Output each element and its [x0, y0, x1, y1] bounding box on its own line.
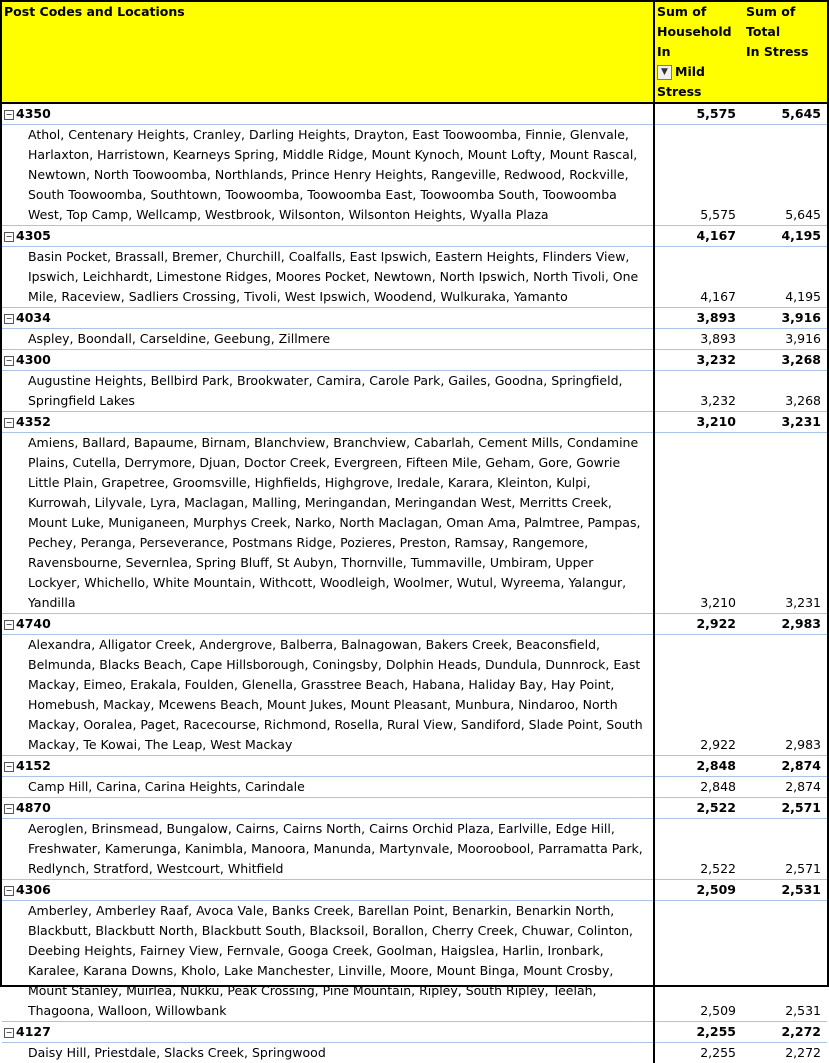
locations-list[interactable]: Aeroglen, Brinsmead, Bungalow, Cairns, Cairns North, Cairns Orchid Plaza, Earlville, Edge Hill, Freshwater, Kamerunga, Kanimbla, Manoora, Manunda, Martynvale, Mooroobool, Parramatta Park, Redlynch, Stratford, Westcourt, Whitfield [2, 819, 654, 880]
locations-list[interactable]: Amiens, Ballard, Bapaume, Birnam, Blanchview, Branchview, Cabarlah, Cement Mills, Condamine Plains, Cutella, Derrymore, Djuan, Doctor Creek, Evergreen, Fifteen Mile, Geham, Gore, Gowrie Little Plain, Grapetree, Groomsville, Highfields, Highgrove, Iredale, Karara, Kleinton, Kulpi, Kurrowah, Lilyvale, Lyra, Maclagan, Malling, Meringandan, Meringandan West, Merritts Creek, Mount Luke, Muniganeen, Murphys Creek, Narko, North Maclagan, Oman Ama, Palmtree, Pampas, Pechey, Peranga, Perseverance, Postmans Ridge, Pozieres, Preston, Ramsay, Rangemore, Ravensbourne, Severnlea, Spring Bluff, St Aubyn, Thornville, Tummaville, Umbiram, Upper Lockyer, Whichello, White Mountain, Withcott, Woodleigh, Woolmer, Wutul, Wyreema, Yalangur, Yandilla [2, 433, 654, 614]
post-code: 4870 [16, 800, 51, 815]
group-code-cell[interactable] [2, 308, 654, 329]
post-code: 4305 [16, 228, 51, 243]
header-col3-line1: Sum of Total [746, 2, 827, 42]
detail-mild-value[interactable]: 4,167 [654, 247, 742, 308]
locations-list[interactable]: Augustine Heights, Bellbird Park, Brookwater, Camira, Carole Park, Gailes, Goodna, Springfield, Springfield Lakes [2, 371, 654, 412]
collapse-icon[interactable]: − [4, 762, 14, 772]
group-code-cell[interactable] [2, 1022, 654, 1043]
group-code-cell[interactable] [2, 798, 654, 819]
group-total-value[interactable]: 2,874 [742, 756, 827, 777]
detail-total-value[interactable]: 3,916 [742, 329, 827, 350]
group-mild-value[interactable]: 2,509 [654, 880, 742, 901]
group-row-4034[interactable] [2, 308, 827, 329]
detail-row-4127[interactable] [2, 1043, 827, 1063]
collapse-icon[interactable]: − [4, 1028, 14, 1038]
group-mild-value[interactable]: 3,210 [654, 412, 742, 433]
group-row-4870[interactable] [2, 798, 827, 819]
group-code-cell[interactable] [2, 614, 654, 635]
group-total-value[interactable]: 2,571 [742, 798, 827, 819]
header-total-stress[interactable] [742, 2, 827, 103]
detail-total-value[interactable]: 5,645 [742, 125, 827, 226]
group-mild-value[interactable]: 3,893 [654, 308, 742, 329]
group-row-4352[interactable] [2, 412, 827, 433]
collapse-icon[interactable]: − [4, 804, 14, 814]
detail-row-4740[interactable] [2, 635, 827, 756]
detail-total-value[interactable]: 2,874 [742, 777, 827, 798]
detail-row-4306[interactable] [2, 901, 827, 1022]
group-code-cell[interactable] [2, 226, 654, 247]
header-col2-line2: Household In [657, 22, 742, 62]
group-total-value[interactable]: 5,645 [742, 103, 827, 125]
detail-total-value[interactable]: 2,531 [742, 901, 827, 1022]
group-code-cell[interactable] [2, 880, 654, 901]
detail-row-4152[interactable] [2, 777, 827, 798]
post-code: 4034 [16, 310, 51, 325]
locations-list[interactable]: Daisy Hill, Priestdale, Slacks Creek, Springwood [2, 1043, 654, 1063]
group-mild-value[interactable]: 2,922 [654, 614, 742, 635]
detail-total-value[interactable]: 3,231 [742, 433, 827, 614]
group-total-value[interactable]: 2,531 [742, 880, 827, 901]
group-total-value[interactable]: 2,272 [742, 1022, 827, 1043]
detail-mild-value[interactable]: 3,210 [654, 433, 742, 614]
post-code: 4152 [16, 758, 51, 773]
detail-mild-value[interactable]: 2,509 [654, 901, 742, 1022]
post-code: 4300 [16, 352, 51, 367]
locations-list[interactable]: Athol, Centenary Heights, Cranley, Darling Heights, Drayton, East Toowoomba, Finnie, Glenvale, Harlaxton, Harristown, Kearneys Spring, Middle Ridge, Mount Kynoch, Mount Lofty, Mount Rascal, Newtown, North Toowoomba, Northlands, Prince Henry Heights, Rangeville, Redwood, Rockville, South Toowoomba, Southtown, Toowoomba, Toowoomba East, Toowoomba South, Toowoomba West, Top Camp, Wellcamp, Westbrook, Wilsonton, Wilsonton Heights, Wyalla Plaza [2, 125, 654, 226]
group-mild-value[interactable]: 4,167 [654, 226, 742, 247]
group-mild-value[interactable]: 2,848 [654, 756, 742, 777]
header-post-codes[interactable] [2, 2, 654, 103]
post-code: 4127 [16, 1024, 51, 1039]
detail-total-value[interactable]: 2,272 [742, 1043, 827, 1063]
collapse-icon[interactable]: − [4, 110, 14, 120]
group-code-cell[interactable] [2, 412, 654, 433]
locations-list[interactable]: Aspley, Boondall, Carseldine, Geebung, Zillmere [2, 329, 654, 350]
detail-total-value[interactable]: 3,268 [742, 371, 827, 412]
post-code: 4306 [16, 882, 51, 897]
locations-list[interactable]: Alexandra, Alligator Creek, Andergrove, Balberra, Balnagowan, Bakers Creek, Beaconsfield, Belmunda, Blacks Beach, Cape Hillsborough, Coningsby, Dolphin Heads, Dundula, Dunnrock, East Mackay, Eimeo, Erakala, Foulden, Glenella, Grasstree Beach, Habana, Haliday Bay, Hay Point, Homebush, Mackay, Mcewens Beach, Mount Jukes, Mount Pleasant, Munbura, Nindaroo, North Mackay, Ooralea, Paget, Racecourse, Richmond, Rosella, Rural View, Sandiford, Slade Point, South Mackay, Te Kowai, The Leap, West Mackay [2, 635, 654, 756]
group-mild-value[interactable]: 5,575 [654, 103, 742, 125]
collapse-icon[interactable]: − [4, 886, 14, 896]
detail-row-4350[interactable] [2, 125, 827, 226]
group-total-value[interactable]: 3,268 [742, 350, 827, 371]
group-row-4740[interactable] [2, 614, 827, 635]
group-mild-value[interactable]: 2,255 [654, 1022, 742, 1043]
header-mild-stress[interactable] [654, 2, 742, 103]
detail-total-value[interactable]: 2,983 [742, 635, 827, 756]
header-row [2, 2, 827, 103]
collapse-icon[interactable]: − [4, 314, 14, 324]
header-col1-label: Post Codes and Locations [4, 4, 185, 19]
group-row-4300[interactable] [2, 350, 827, 371]
post-code: 4740 [16, 616, 51, 631]
header-col2-line3: ▼ Mild Stress [657, 62, 742, 102]
detail-mild-value[interactable]: 2,522 [654, 819, 742, 880]
detail-mild-value[interactable]: 2,848 [654, 777, 742, 798]
post-code: 4352 [16, 414, 51, 429]
group-mild-value[interactable]: 3,232 [654, 350, 742, 371]
post-code: 4350 [16, 106, 51, 121]
group-row-4305[interactable] [2, 226, 827, 247]
detail-row-4352[interactable] [2, 433, 827, 614]
locations-list[interactable]: Camp Hill, Carina, Carina Heights, Carindale [2, 777, 654, 798]
detail-row-4870[interactable] [2, 819, 827, 880]
group-row-4306[interactable] [2, 880, 827, 901]
detail-total-value[interactable]: 2,571 [742, 819, 827, 880]
group-total-value[interactable]: 3,916 [742, 308, 827, 329]
locations-list[interactable]: Basin Pocket, Brassall, Bremer, Churchill, Coalfalls, East Ipswich, Eastern Heights, Flinders View, Ipswich, Leichhardt, Limestone Ridges, Moores Pocket, Newtown, North Ipswich, North Tivoli, One Mile, Raceview, Sadliers Crossing, Tivoli, West Ipswich, Woodend, Wulkuraka, Yamanto [2, 247, 654, 308]
group-total-value[interactable]: 4,195 [742, 226, 827, 247]
detail-total-value[interactable]: 4,195 [742, 247, 827, 308]
detail-row-4300[interactable] [2, 371, 827, 412]
group-code-cell[interactable] [2, 350, 654, 371]
collapse-icon[interactable]: − [4, 232, 14, 242]
detail-mild-value[interactable]: 5,575 [654, 125, 742, 226]
header-col2-line1: Sum of [657, 2, 742, 22]
detail-row-4305[interactable] [2, 247, 827, 308]
group-code-cell[interactable] [2, 103, 654, 125]
detail-mild-value[interactable]: 3,232 [654, 371, 742, 412]
detail-mild-value[interactable]: 3,893 [654, 329, 742, 350]
group-mild-value[interactable]: 2,522 [654, 798, 742, 819]
collapse-icon[interactable]: − [4, 418, 14, 428]
group-row-4152[interactable] [2, 756, 827, 777]
header-col3-line2: In Stress [746, 42, 827, 62]
group-row-4127[interactable] [2, 1022, 827, 1043]
detail-row-4034[interactable] [2, 329, 827, 350]
detail-mild-value[interactable]: 2,922 [654, 635, 742, 756]
collapse-icon[interactable]: − [4, 620, 14, 630]
pivot-grid [2, 2, 827, 1063]
detail-mild-value[interactable]: 2,255 [654, 1043, 742, 1063]
filter-dropdown-icon[interactable]: ▼ [657, 65, 672, 80]
group-row-4350[interactable] [2, 103, 827, 125]
group-code-cell[interactable] [2, 756, 654, 777]
group-total-value[interactable]: 3,231 [742, 412, 827, 433]
group-total-value[interactable]: 2,983 [742, 614, 827, 635]
locations-list[interactable]: Amberley, Amberley Raaf, Avoca Vale, Banks Creek, Barellan Point, Benarkin, Benarkin North, Blackbutt, Blackbutt North, Blackbutt South, Blacksoil, Borallon, Cherry Creek, Chuwar, Colinton, Deebing Heights, Fairney View, Fernvale, Googa Creek, Goolman, Haigslea, Harlin, Ironbark, Karalee, Karana Downs, Kholo, Lake Manchester, Linville, Moore, Mount Binga, Mount Crosby, Mount Stanley, Muirlea, Nukku, Peak Crossing, Pine Mountain, Ripley, South Ripley, Teelah, Thagoona, Walloon, Willowbank [2, 901, 654, 1022]
collapse-icon[interactable]: − [4, 356, 14, 366]
